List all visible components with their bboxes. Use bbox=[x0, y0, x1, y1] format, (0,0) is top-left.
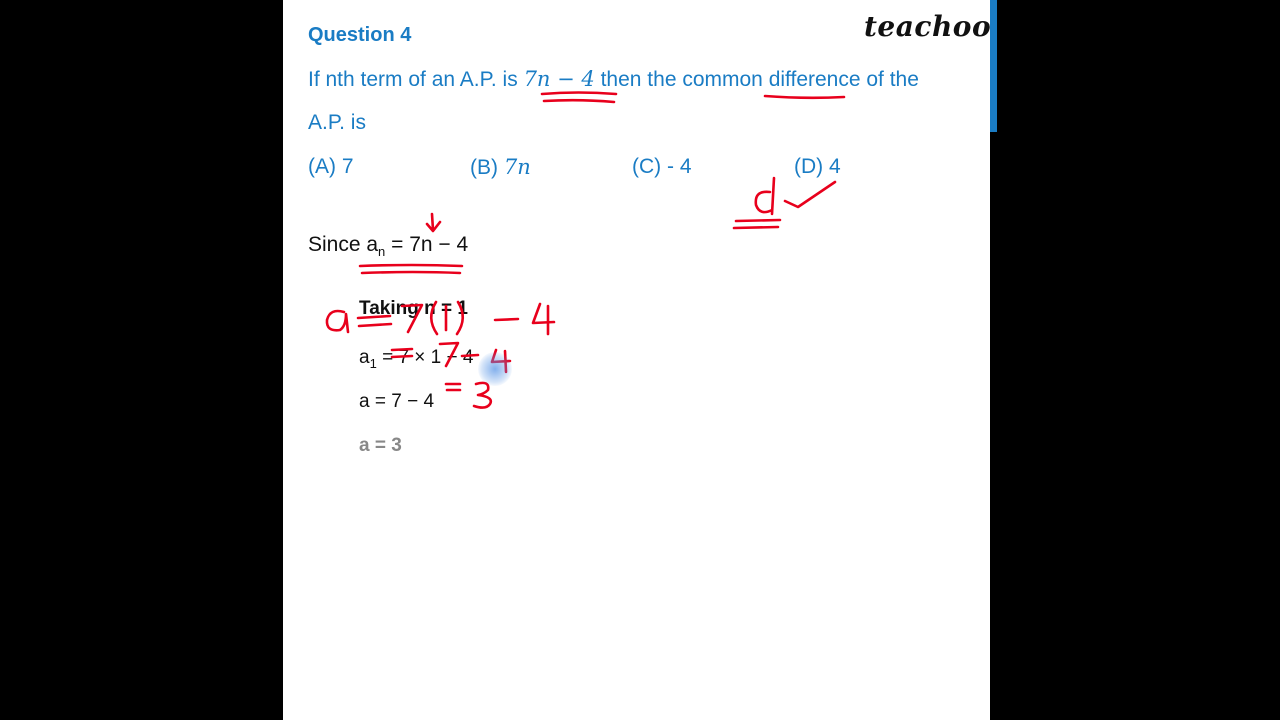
step1-subscript: 1 bbox=[369, 355, 377, 371]
question-title: Question 4 bbox=[308, 24, 412, 46]
solution-taking: Taking n = 1 bbox=[359, 298, 468, 319]
option-b-label: (B) bbox=[470, 156, 504, 179]
question-expression: 7n − 4 bbox=[523, 67, 595, 91]
since-suffix: = 7n − 4 bbox=[385, 233, 469, 256]
option-b-math: 7n bbox=[503, 155, 531, 179]
question-text-prefix: If nth term of an A.P. is bbox=[308, 68, 524, 91]
option-d: (D) 4 bbox=[794, 155, 841, 178]
since-prefix: Since a bbox=[308, 233, 379, 256]
solution-since bbox=[308, 233, 468, 259]
solution-step-2: a = 7 − 4 bbox=[359, 391, 435, 412]
option-b bbox=[470, 155, 531, 180]
pen-cursor bbox=[478, 352, 512, 386]
question-line-1 bbox=[308, 67, 919, 92]
question-line-2: A.P. is bbox=[308, 111, 366, 134]
step1-suffix: = 7 × 1 − 4 bbox=[376, 347, 474, 368]
step1-prefix: a bbox=[359, 347, 370, 368]
question-text-suffix: then the common difference of the bbox=[594, 68, 919, 91]
option-a: (A) 7 bbox=[308, 155, 354, 178]
solution-result: a = 3 bbox=[359, 435, 402, 456]
since-subscript: n bbox=[378, 244, 386, 260]
option-c: (C) - 4 bbox=[632, 155, 692, 178]
teachoo-logo: teachoo bbox=[864, 10, 992, 43]
solution-step-1 bbox=[359, 347, 473, 371]
